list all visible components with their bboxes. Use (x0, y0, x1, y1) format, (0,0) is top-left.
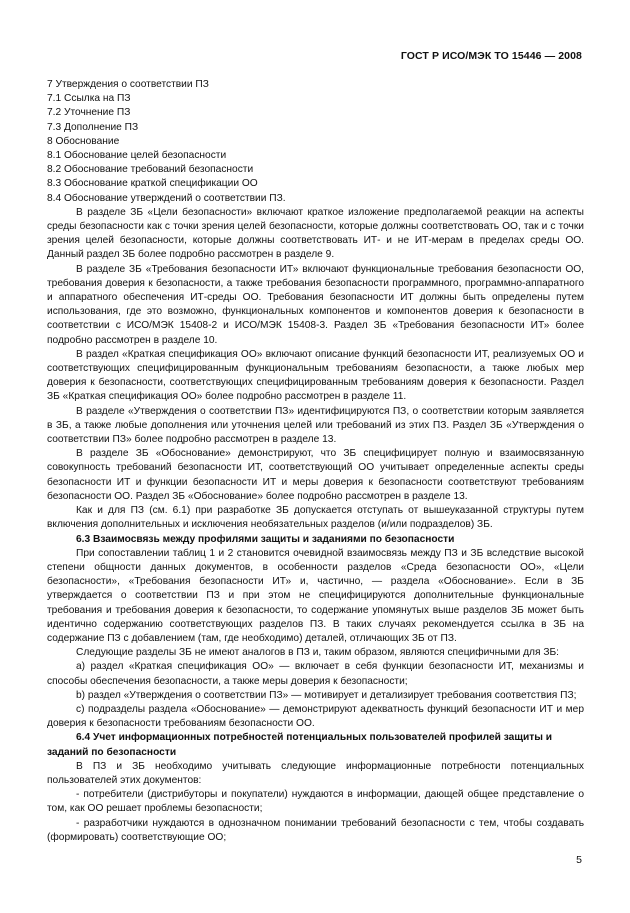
list-item-a: a) раздел «Краткая спецификация ОО» — включает в себя функции безопасности ИТ, механизмы и способы обеспечения безопасности, а также меры доверия к безопасности; (47, 661, 584, 687)
list-item-developers: - разработчики нуждаются в однозначном понимании требований безопасности с тем, чтобы создавать (формировать) соответствующие ОО; (47, 817, 584, 843)
paragraph-toe-summary-spec: В раздел «Краткая спецификация ОО» включают описание функций безопасности ИТ, реализуемых ОО и соответствующих специфицированным функциональным требованиям безопасности, а также любых мер доверия к безопасности, соответствующих специфицированным требованиям доверия к безопасности. Раздел ЗБ «Краткая спецификация ОО» более подробно рассмотрен в разделе 11. (47, 348, 584, 403)
toc-item: 7.1 Ссылка на ПЗ (47, 93, 131, 105)
toc-item: 7 Утверждения о соответствии ПЗ (47, 79, 209, 90)
paragraph-user-needs: В ПЗ и ЗБ необходимо учитывать следующие информационные потребности потенциальных пользователей этих документов: (47, 760, 584, 786)
list-item-b: b) раздел «Утверждения о соответствии ПЗ» — мотивирует и детализирует требования соответствия ПЗ; (76, 689, 577, 701)
list-item-consumers: - потребители (дистрибуторы и покупатели) нуждаются в информации, дающей общее представление о том, как ОО решает проблемы безопасности; (47, 789, 584, 815)
toc-item: 8 Обоснование (47, 135, 120, 147)
paragraph-security-objectives: В разделе ЗБ «Цели безопасности» включают краткое изложение предполагаемой реакции на аспекты среды безопасности как с точки зрения целей безопасности, которые должны соответствовать ОО, так и с точки зрения целей безопасности, которые должны соответствовать ИТ- и не ИТ-мерам в пределах среды ОО. Данный раздел ЗБ более подробно рассмотрен в разделе 9. (47, 206, 584, 261)
paragraph-it-security-requirements: В разделе ЗБ «Требования безопасности ИТ» включают функциональные требования безопасности ОО, требования доверия к безопасности, а также требования безопасности программного, программно-аппаратного и аппаратного обеспечения ИТ-среды ОО. Требования безопасности ИТ должны быть определены путем использования, где это возможно, функциональных компонентов и компонентов доверия к безопасности в соответствии с ИСО/МЭК 15408-2 и ИСО/МЭК 15408-3. Раздел ЗБ «Требования безопасности ИТ» более подробно рассмотрен в разделе 10. (47, 263, 584, 346)
toc-item: 7.3 Дополнение ПЗ (47, 121, 139, 133)
standard-header: ГОСТ Р ИСО/МЭК ТО 15446 — 2008 (400, 50, 582, 62)
list-item-c: c) подразделы раздела «Обоснование» — демонстрируют адекватность функций безопасности ИТ и мер доверия к безопасности требованиям безопасности ОО. (47, 703, 584, 730)
section-heading-6-4: 6.4 Учет информационных потребностей потенциальных пользователей профилей защиты и заданий по безопасности (47, 732, 552, 758)
section-heading-6-3: 6.3 Взаимосвязь между профилями защиты и заданиями по безопасности (76, 533, 455, 545)
toc-item: 7.2 Уточнение ПЗ (47, 107, 131, 119)
toc-item: 8.3 Обоснование краткой спецификации ОО (47, 178, 258, 190)
toc-item: 8.4 Обоснование утверждений о соответствии ПЗ. (47, 192, 286, 204)
paragraph-rationale: В разделе ЗБ «Обоснование» демонстрируют, что ЗБ специфицирует полную и взаимосвязанную совокупность требований безопасности ИТ, соответствующий ОО учитывает определенные аспекты среды безопасности ИТ и функции безопасности ИТ и меры доверия к безопасности соответствуют требованиям безопасности ОО. Раздел ЗБ «Обоснование» более подробно рассмотрен в разделе 13. (47, 448, 584, 502)
paragraph-structure-deviation: Как и для ПЗ (см. 6.1) при разработке ЗБ допускается отступать от вышеуказанной структуры путем включения дополнительных и исключения необязательных разделов (и/или подразделов) ЗБ. (47, 505, 584, 531)
paragraph-pp-st-relationship: При сопоставлении таблиц 1 и 2 становится очевидной взаимосвязь между ПЗ и ЗБ вследствие высокой степени общности данных документов, в особенности разделов «Среда безопасности ОО», «Цели безопасности», «Требования безопасности ИТ» и, частично, — раздела «Обоснование». Если в ЗБ утверждается о соответствии ПЗ и при этом не специфицируются дополнительные функциональные требования и требования доверия к безопасности, то содержание упомянутых выше разделов ЗБ может быть идентично содержанию соответствующих разделов ПЗ. В таких случаях рекомендуется ссылка в ЗБ на содержание ПЗ с добавлением (там, где необходимо) деталей, отличающих ЗБ от ПЗ. (47, 547, 584, 644)
paragraph-st-specific-sections: Следующие разделы ЗБ не имеют аналогов в ПЗ и, таким образом, являются специфичными для ЗБ: (76, 647, 559, 659)
page-number: 5 (576, 854, 582, 866)
toc-list (47, 78, 584, 206)
paragraph-pp-claims: В разделе «Утверждения о соответствии ПЗ» идентифицируются ПЗ, о соответствии которым заявляется в ЗБ, а также любые дополнения или уточнения целей или требований из этих ПЗ. Раздел ЗБ «Утверждения о соответствии ПЗ» более подробно рассмотрен в разделе 13. (47, 405, 584, 446)
toc-item: 8.1 Обоснование целей безопасности (47, 150, 227, 162)
page-body (47, 78, 584, 845)
toc-item: 8.2 Обоснование требований безопасности (47, 164, 254, 176)
